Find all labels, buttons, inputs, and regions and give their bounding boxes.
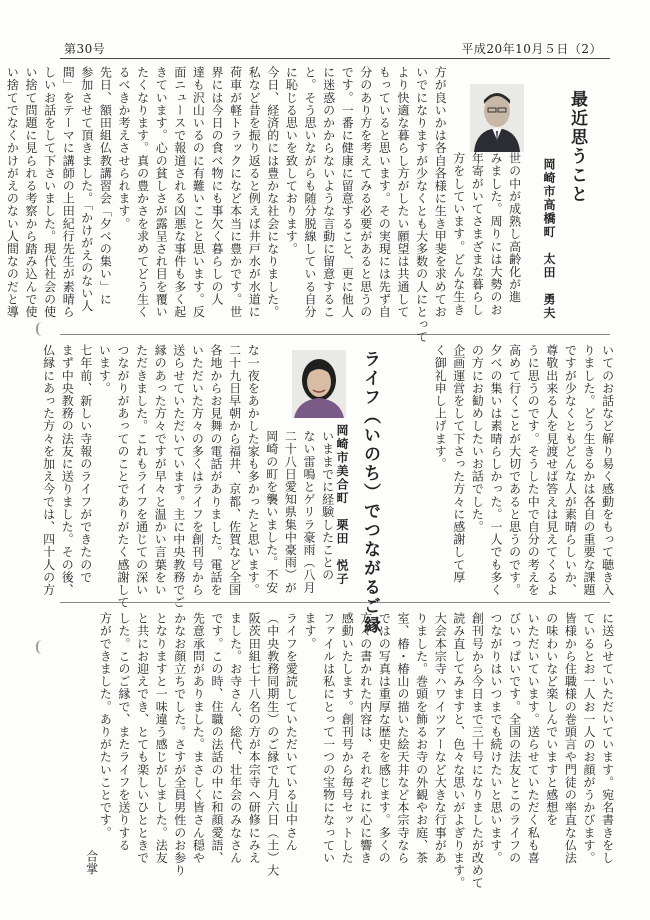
article1-text-column: 界には今日の食べ物にも事欠く暮らしの人 [209, 66, 224, 306]
article2-continued-column: つながりはいつまでも続けたいと思います。 [488, 612, 503, 864]
article1-continued-column: いてのお話など解り易く感動をもって聴き入 [600, 344, 615, 596]
article1-text-column: に恥じる思いを致しております。 [284, 66, 299, 255]
closing-gassho: 合掌 [84, 850, 99, 876]
article2-continued-column: ではの写真は重厚な歴史を感じます。多くの [377, 612, 392, 864]
article2-text-column: な一夜をあかした家も多かったと思います。 [246, 344, 261, 596]
article1-text-column: より快適な暮らし方がしたい願望は共通して [395, 66, 410, 318]
article1-text-column: 私など昔を振り返ると例えば井戸水が水道に [247, 66, 262, 318]
article1-text-column: 間」をテーマに講師の上田紀行先生が素晴ら [61, 66, 76, 318]
article2-text-column: いただいた方々の多くはライフを創刊号から [190, 344, 205, 596]
article2-text-column: 仏縁にあった方々を加え今では、四十人の方 [41, 344, 56, 596]
article2-continued-column: 感動いたします。創刊号から毎号セットした [340, 612, 355, 864]
article2-continued-column: 方々の書かれた内容は、それぞれに心に響き [358, 612, 373, 864]
section-rule [60, 334, 610, 335]
article2-text-column: います。 [97, 344, 112, 395]
binder-hole-mark [36, 640, 43, 654]
article1-author: 岡崎市高橋町 太田 勇夫 [542, 158, 556, 320]
article2-continued-column: です。この時、住職の法話の中に和顔愛語、 [209, 612, 224, 864]
article2-text-column: 二十九日早朝から福井、京都、佐賀など全国 [227, 344, 242, 596]
article1-continued-column: く御礼申し上げます。 [433, 344, 448, 470]
article1-text-column: きています。心の貧しさが露呈され目を覆い [154, 66, 169, 318]
date-page-number: 平成20年10月５日（2） [461, 42, 602, 56]
article2-continued-column: びいっぱいです。全国の法友とこのライフの [507, 612, 522, 864]
article1-text-column: たくなります。真の豊かさを求めてどう生く [135, 66, 150, 318]
article1-title: 最近思うこと [567, 90, 587, 204]
article2-continued-column: 阪茨田組七十八名の方が本宗寺へ研修にみえ [247, 612, 262, 864]
article2-continued-column: 創刊号から今日まで三十号になりましたが改めて [470, 612, 485, 890]
article1-text-column: 方をしています。どんな生き [451, 152, 466, 316]
article2-title: ライフ（いのち）でつながるご縁 [360, 350, 380, 635]
article2-text-column: ない雷鳴とゲリラ豪雨（八月 [301, 430, 316, 594]
article1-continued-column: ですが少なくともどんな人が素晴らしいか、 [563, 344, 578, 596]
author-photo-ota [470, 84, 524, 152]
article1-text-column: い捨てでなくかけがえのない人間なのだと導 [5, 66, 20, 318]
article1-text-column: みました。周りには大勢のお [488, 152, 503, 316]
article2-continued-column: ました。お寺さん、総代、壮年会のみなさん [228, 612, 243, 864]
article2-continued-column: ファイルは私にとって一つの宝物になってい [321, 612, 336, 864]
article1-text-column: しいお話をして下さいました。現代社会の使 [42, 66, 57, 318]
article1-continued-column: 企画運営をして下さった方々に感謝して厚 [451, 344, 466, 584]
article2-continued-column: 方ができました。ありがたいことです。 [98, 612, 113, 839]
binder-hole-mark [36, 322, 43, 336]
article1-text-column: 方が良いかは各自各様に生き甲斐を求めてお [433, 66, 448, 318]
article2-text-column: 七年前、新しい寺報のライフができたので [78, 344, 93, 584]
article1-text-column: 今日、経済的には豊かな社会になりました。 [265, 66, 280, 318]
article2-continued-column: 皆様から住職様の巻頭言や門徒の率直な仏法 [563, 612, 578, 864]
article1-continued-column: 夕べの集いは素晴らしかった。一人でも多く [488, 344, 503, 596]
article1-text-column: 参加させて頂きました。「かけがえのない人 [79, 66, 94, 312]
article1-continued-column: りました。どう生きるかは各自の重要な課題 [581, 344, 596, 596]
article1-text-column: 分のあり方を考えてみる必要があると思うの [358, 66, 373, 318]
article1-text-column: 年寄がいてさまざまな暮らし [470, 152, 485, 316]
article2-continued-column: 室、椿・椿山の描いた絵天井など本宗寺なら [395, 612, 410, 864]
article1-text-column: 世の中が成熟し高齢化が進 [507, 152, 522, 304]
article1-text-column: 先日、額田組仏教講習会「夕べの集い」に [98, 66, 113, 306]
article2-continued-column: 先意承問がありました。まさしく皆さん穏や [191, 612, 206, 864]
issue-number: 第30号 [64, 42, 106, 56]
article2-text-column: いままでに経験したことの [320, 430, 335, 582]
article2-continued-column: した。このご縁で、またライフを送りする [116, 612, 131, 852]
article1-continued-column: 高めて行くことが大切であると思うのです。 [507, 344, 522, 596]
article1-text-column: るべきか考えさせられます。 [116, 66, 131, 230]
article1-text-column: い捨て問題に見られる考察から踏み込んで使 [23, 66, 38, 318]
article2-text-column: 各地からお見舞の電話がありました。電話を [208, 344, 223, 596]
article2-continued-column: 読み直してみますと、色々な思いがよぎります。 [451, 612, 466, 890]
article2-text-column: まず中央教務の法友に送りました。その後、 [60, 344, 75, 596]
article2-continued-column: ます。 [302, 612, 317, 650]
article2-continued-column: ているとお一人お一人のお顔がうかびます。 [581, 612, 596, 864]
article1-continued-column: うに思うのです。そうした中で自分の考えを [526, 344, 541, 596]
article2-continued-column: 大会本宗寺ハワイツアーなど大きな行事があ [433, 612, 448, 864]
article2-text-column: 縁のあった方々ですが早々と温かい言葉をい [153, 344, 168, 596]
article1-continued-column: 尊敬出来る人を見渡せば答えは見えてくるよ [544, 344, 559, 596]
article1-text-column: もっていると思います。その実現には先ず自 [377, 66, 392, 318]
article2-continued-column: いただいています。送らせていただく私も喜 [526, 612, 541, 864]
article2-text-column: 二十八日愛知県集中豪雨）が [283, 430, 298, 594]
article2-author: 岡崎市美合町 栗田 悦子 [335, 424, 349, 586]
article1-text-column: 達も沢山いるのに有難いことと思います。反 [191, 66, 206, 318]
article2-continued-column: （中央教務同期生）のご縁で九月六日（土）大 [265, 612, 280, 877]
header-rule [60, 58, 610, 59]
article1-text-column: と。そう思いながらも随分脱線している自分 [302, 66, 317, 318]
article2-continued-column: と共にお迎えでき、とても楽しいひとときで [135, 612, 150, 864]
article2-continued-column: かなお顔立ちでした。さすが全員男性のお参り [172, 612, 187, 877]
article1-text-column: 面ニュースで報道される凶悪な事件も多く起 [172, 66, 187, 318]
author-photo-kurita [292, 350, 346, 418]
article2-continued-column: となりますと一味違う感じがしました。法友 [154, 612, 169, 864]
article2-text-column: 送らせていただいています。主に中央教務でご [171, 344, 186, 609]
article2-text-column: つながりがあってのことでありがたく感謝して [115, 344, 130, 609]
article2-continued-column: ライフを愛読していただいている山中さん [284, 612, 299, 852]
article2-text-column: ただきました。これもライフを通じての深い [134, 344, 149, 596]
section-rule [60, 602, 610, 603]
article1-text-column: 荷車が軽トラックになど本当に豊かです。世 [228, 66, 243, 318]
article1-text-column: です。一番に健康に留意すること、更に他人 [340, 66, 355, 318]
article1-continued-column: の方にお勧めしたいお話でした。 [470, 344, 485, 533]
article2-text-column: 岡崎の町を襲いました。不安 [264, 430, 279, 594]
article2-continued-column: りました。巻頭を飾るお寺の外観やお庭、茶 [414, 612, 429, 864]
article1-text-column: に迷惑のかからないような言動に留意するこ [321, 66, 336, 318]
article1-text-column: いでになりますが少なくとも大多数の人にとって [414, 66, 429, 344]
article2-continued-column: に送らせていただいています。宛名書きをし [600, 612, 615, 864]
article2-continued-column: の味わいなど楽しんでいますと感想を [544, 612, 559, 827]
